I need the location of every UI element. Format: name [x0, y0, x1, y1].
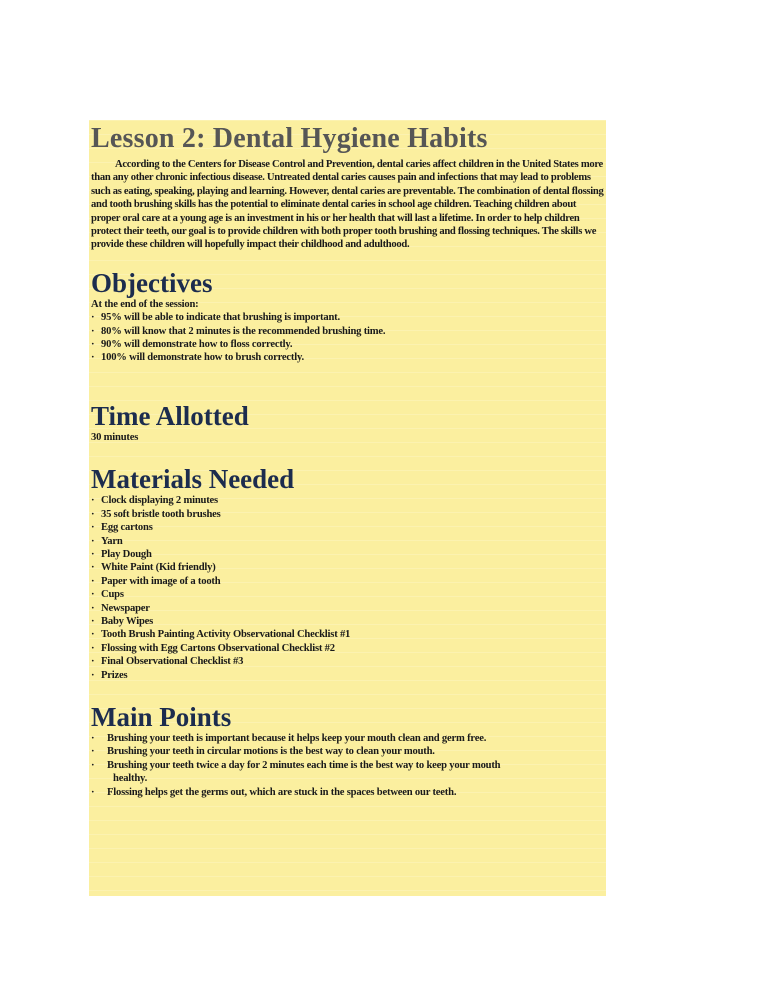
bullet-icon: · — [91, 522, 95, 534]
main-point-item: · Brushing your teeth in circular motions is the best way to clean your mouth. — [91, 746, 435, 758]
bullet-icon: · — [91, 548, 95, 560]
objectives-lead: At the end of the session: — [91, 298, 199, 310]
material-item: · Cups — [91, 589, 124, 601]
objective-item: · 90% will demonstrate how to floss correctly. — [91, 339, 293, 351]
material-item: · Baby Wipes — [91, 615, 154, 627]
material-item: · Paper with image of a tooth — [91, 575, 221, 587]
bullet-icon: · — [91, 508, 95, 520]
objective-item: · 95% will be able to indicate that brushing is important. — [91, 312, 340, 324]
bullet-icon: · — [91, 535, 95, 547]
bullet-icon: · — [91, 312, 95, 324]
material-item: · Tooth Brush Painting Activity Observational Checklist #1 — [91, 629, 351, 641]
bullet-icon: · — [91, 759, 95, 771]
objective-item: · 80% will know that 2 minutes is the recommended brushing time. — [91, 325, 386, 337]
time-heading: Time Allotted — [91, 400, 249, 431]
bullet-icon: · — [91, 642, 95, 654]
materials-list — [91, 494, 605, 682]
bullet-icon: · — [91, 339, 95, 351]
material-item: · Clock displaying 2 minutes — [91, 495, 218, 507]
bullet-icon: · — [91, 786, 95, 798]
main-point-item: · Brushing your teeth is important because it helps keep your mouth clean and germ free. — [91, 732, 487, 744]
objectives-list — [91, 311, 605, 365]
main-points-heading: Main Points — [91, 701, 232, 732]
time-value: 30 minutes — [91, 431, 139, 443]
material-item: · Final Observational Checklist #3 — [91, 656, 244, 668]
material-item: · Play Dough — [91, 548, 152, 560]
bullet-icon: · — [91, 732, 95, 744]
bullet-icon: · — [91, 629, 95, 641]
objective-item: · 100% will demonstrate how to brush correctly. — [91, 352, 304, 364]
bullet-icon: · — [91, 495, 95, 507]
bullet-icon: · — [91, 589, 95, 601]
main-point-item: · Brushing your teeth twice a day for 2 minutes each time is the best way to keep your mouth healthy. — [91, 759, 501, 785]
materials-heading: Materials Needed — [91, 464, 295, 495]
bullet-icon: · — [91, 575, 95, 587]
bullet-icon: · — [91, 562, 95, 574]
lesson-content — [91, 122, 605, 799]
lesson-title: Lesson 2: Dental Hygiene Habits — [91, 123, 488, 154]
bullet-icon: · — [91, 669, 95, 681]
bullet-icon: · — [91, 656, 95, 668]
bullet-icon: · — [91, 352, 95, 364]
bullet-icon: · — [91, 602, 95, 614]
material-item: · Egg cartons — [91, 522, 153, 534]
material-item: · 35 soft bristle tooth brushes — [91, 508, 221, 520]
material-item: · Newspaper — [91, 602, 150, 614]
bullet-icon: · — [91, 325, 95, 337]
main-points-list — [91, 732, 605, 799]
material-item: · Flossing with Egg Cartons Observational Checklist #2 — [91, 642, 335, 654]
intro-paragraph: According to the Centers for Disease Control and Prevention, dental caries affect children in the United States more than any other chronic infectious disease. Untreated dental caries causes pain and infections that may lead to problems such as eating, speaking, playing and learning. However, dental caries are preventable. The combination of dental flossing and tooth brushing skills has the potential to eliminate dental caries in school age children. Teaching children about proper oral care at a young age is an investment in his or her health that will last a lifetime. In order to help children protect their teeth, our goal is to provide children with both proper tooth brushing and flossing techniques. The skills we provide these children will hopefully impact their childhood and adulthood. — [91, 159, 604, 251]
material-item: · Prizes — [91, 669, 128, 681]
material-item: · Yarn — [91, 535, 123, 547]
main-point-item: · Flossing helps get the germs out, which are stuck in the spaces between our teeth. — [91, 786, 457, 798]
bullet-icon: · — [91, 615, 95, 627]
objectives-heading: Objectives — [91, 267, 213, 298]
bullet-icon: · — [91, 746, 95, 758]
material-item: · White Paint (Kid friendly) — [91, 562, 216, 574]
